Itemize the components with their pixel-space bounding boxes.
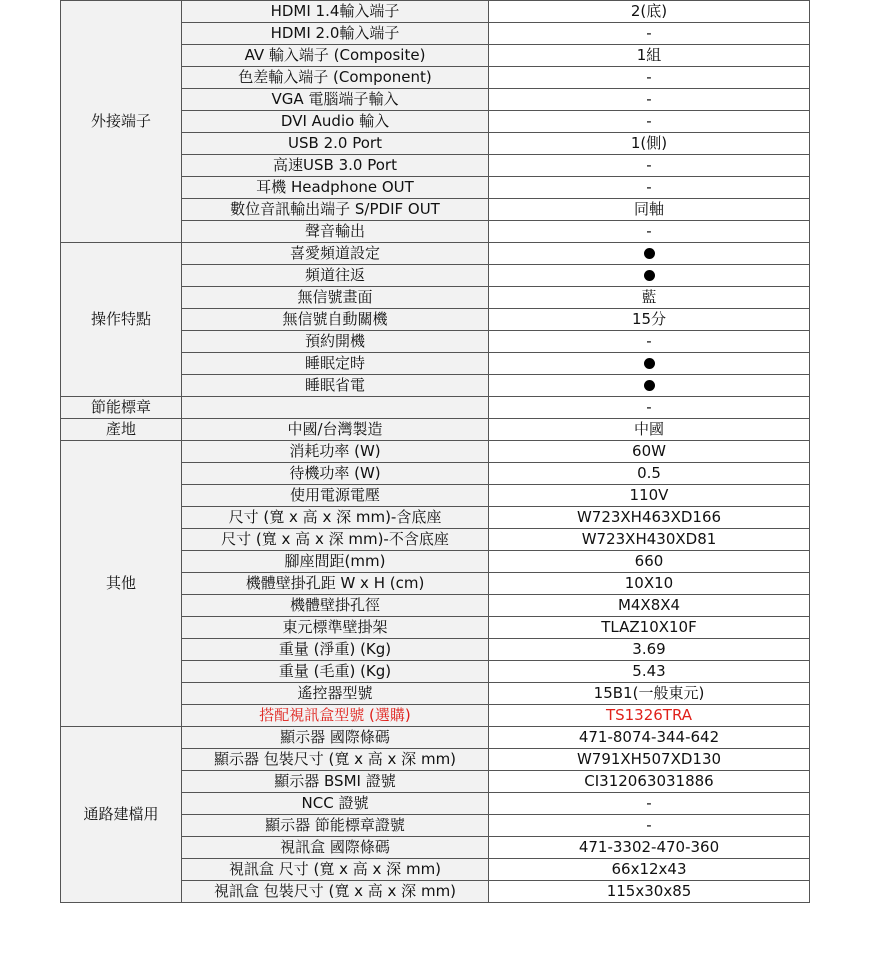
- spec-label: 預約開機: [182, 331, 489, 353]
- spec-value: -: [489, 67, 810, 89]
- spec-value: M4X8X4: [489, 595, 810, 617]
- spec-label: 睡眠定時: [182, 353, 489, 375]
- spec-label: 尺寸 (寬 x 高 x 深 mm)-不含底座: [182, 529, 489, 551]
- spec-label: 無信號自動關機: [182, 309, 489, 331]
- category-cell: 產地: [61, 419, 182, 441]
- spec-value: 660: [489, 551, 810, 573]
- category-cell: 操作特點: [61, 243, 182, 397]
- spec-label: 睡眠省電: [182, 375, 489, 397]
- spec-label: HDMI 2.0輸入端子: [182, 23, 489, 45]
- spec-value: 3.69: [489, 639, 810, 661]
- spec-label: 聲音輸出: [182, 221, 489, 243]
- spec-value: W723XH463XD166: [489, 507, 810, 529]
- category-cell: 通路建檔用: [61, 727, 182, 903]
- table-row: [61, 727, 810, 749]
- spec-label: 機體壁掛孔徑: [182, 595, 489, 617]
- spec-value: -: [489, 331, 810, 353]
- spec-value: 471-8074-344-642: [489, 727, 810, 749]
- spec-label: 搭配視訊盒型號 (選購): [182, 705, 489, 727]
- spec-label: 數位音訊輸出端子 S/PDIF OUT: [182, 199, 489, 221]
- table-row: [61, 419, 810, 441]
- spec-value: 同軸: [489, 199, 810, 221]
- category-cell: 節能標章: [61, 397, 182, 419]
- spec-label: 機體壁掛孔距 W x H (cm): [182, 573, 489, 595]
- spec-label: 顯示器 包裝尺寸 (寬 x 高 x 深 mm): [182, 749, 489, 771]
- spec-value: 10X10: [489, 573, 810, 595]
- table-row: [61, 243, 810, 265]
- spec-label: 喜愛頻道設定: [182, 243, 489, 265]
- spec-label: NCC 證號: [182, 793, 489, 815]
- spec-label: 尺寸 (寬 x 高 x 深 mm)-含底座: [182, 507, 489, 529]
- spec-label: 視訊盒 尺寸 (寬 x 高 x 深 mm): [182, 859, 489, 881]
- spec-value: -: [489, 397, 810, 419]
- spec-value: 60W: [489, 441, 810, 463]
- table-row: [61, 397, 810, 419]
- spec-value: 15B1(一般東元): [489, 683, 810, 705]
- spec-value: -: [489, 111, 810, 133]
- black-dot-icon: [644, 248, 655, 259]
- table-row: [61, 441, 810, 463]
- spec-value: 5.43: [489, 661, 810, 683]
- spec-value: -: [489, 221, 810, 243]
- spec-label: 顯示器 節能標章證號: [182, 815, 489, 837]
- spec-value: -: [489, 177, 810, 199]
- spec-label: 東元標準壁掛架: [182, 617, 489, 639]
- spec-label: 色差輸入端子 (Component): [182, 67, 489, 89]
- spec-value: 0.5: [489, 463, 810, 485]
- spec-label: USB 2.0 Port: [182, 133, 489, 155]
- spec-value: 1組: [489, 45, 810, 67]
- spec-label: 使用電源電壓: [182, 485, 489, 507]
- spec-label: HDMI 1.4輸入端子: [182, 1, 489, 23]
- spec-value: 115x30x85: [489, 881, 810, 903]
- spec-value: W723XH430XD81: [489, 529, 810, 551]
- spec-value: [489, 265, 810, 287]
- spec-value: -: [489, 793, 810, 815]
- black-dot-icon: [644, 380, 655, 391]
- spec-value: -: [489, 23, 810, 45]
- spec-value: CI312063031886: [489, 771, 810, 793]
- spec-label: 顯示器 BSMI 證號: [182, 771, 489, 793]
- spec-label: 視訊盒 包裝尺寸 (寬 x 高 x 深 mm): [182, 881, 489, 903]
- spec-value: TS1326TRA: [489, 705, 810, 727]
- spec-value: -: [489, 155, 810, 177]
- spec-label: 重量 (淨重) (Kg): [182, 639, 489, 661]
- category-cell: 其他: [61, 441, 182, 727]
- spec-label: 高速USB 3.0 Port: [182, 155, 489, 177]
- spec-value: -: [489, 89, 810, 111]
- spec-value: 1(側): [489, 133, 810, 155]
- spec-label: 頻道往返: [182, 265, 489, 287]
- spec-value: -: [489, 815, 810, 837]
- spec-value: [489, 375, 810, 397]
- spec-label: 腳座間距(mm): [182, 551, 489, 573]
- spec-table: [60, 0, 810, 903]
- spec-label: 消耗功率 (W): [182, 441, 489, 463]
- spec-value: TLAZ10X10F: [489, 617, 810, 639]
- black-dot-icon: [644, 358, 655, 369]
- spec-value: [489, 243, 810, 265]
- spec-label: 顯示器 國際條碼: [182, 727, 489, 749]
- spec-label: 耳機 Headphone OUT: [182, 177, 489, 199]
- spec-value: W791XH507XD130: [489, 749, 810, 771]
- spec-label: [182, 397, 489, 419]
- spec-label: VGA 電腦端子輸入: [182, 89, 489, 111]
- spec-value: 2(底): [489, 1, 810, 23]
- black-dot-icon: [644, 270, 655, 281]
- spec-value: 471-3302-470-360: [489, 837, 810, 859]
- spec-value: 66x12x43: [489, 859, 810, 881]
- spec-value: [489, 353, 810, 375]
- spec-label: 無信號畫面: [182, 287, 489, 309]
- table-row: [61, 1, 810, 23]
- spec-label: 中國/台灣製造: [182, 419, 489, 441]
- spec-label: 遙控器型號: [182, 683, 489, 705]
- spec-value: 藍: [489, 287, 810, 309]
- spec-value: 15分: [489, 309, 810, 331]
- spec-value: 110V: [489, 485, 810, 507]
- spec-table-body: [61, 1, 810, 903]
- spec-label: 視訊盒 國際條碼: [182, 837, 489, 859]
- spec-label: 重量 (毛重) (Kg): [182, 661, 489, 683]
- spec-label: 待機功率 (W): [182, 463, 489, 485]
- spec-label: AV 輸入端子 (Composite): [182, 45, 489, 67]
- category-cell: 外接端子: [61, 1, 182, 243]
- spec-label: DVI Audio 輸入: [182, 111, 489, 133]
- spec-value: 中國: [489, 419, 810, 441]
